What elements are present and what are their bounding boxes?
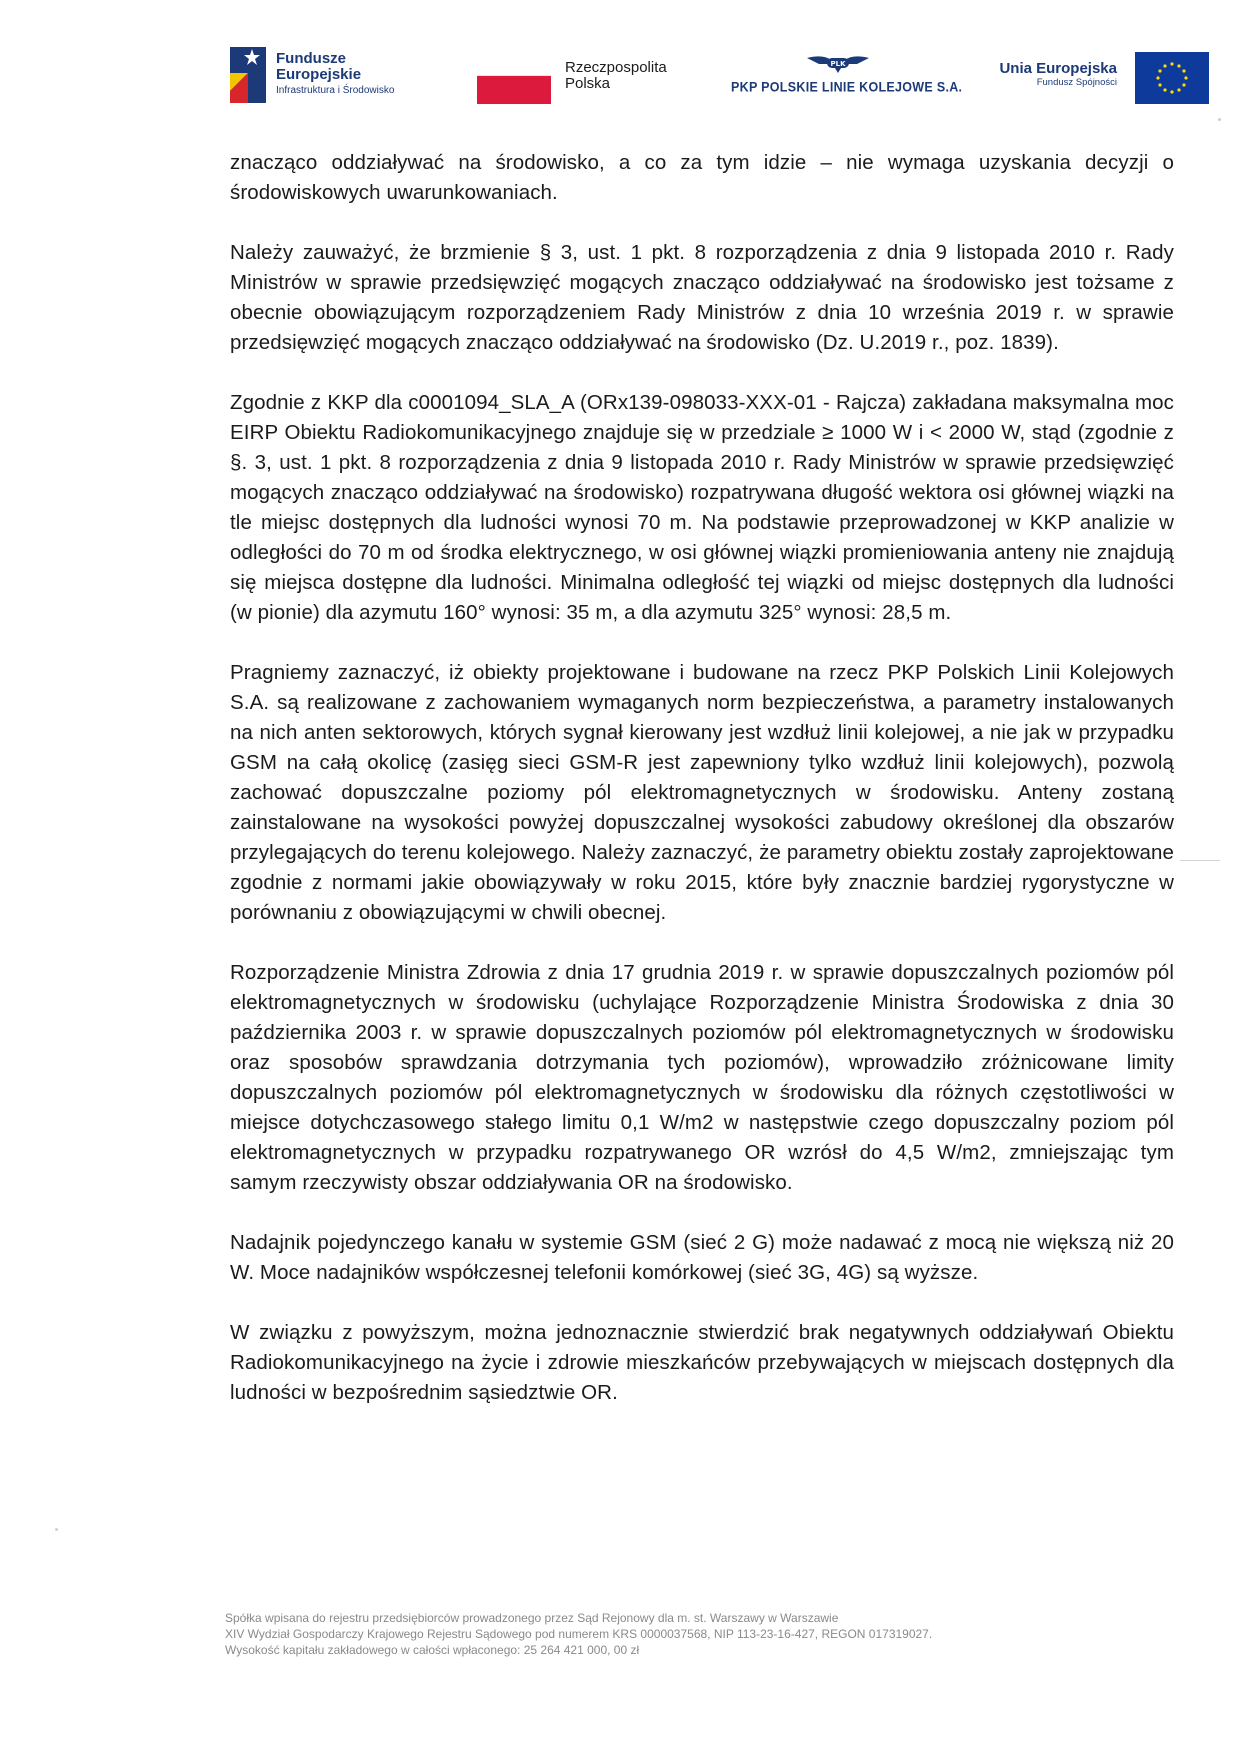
scan-margin-mark (1180, 860, 1220, 861)
footer-line1: Spółka wpisana do rejestru przedsiębiorców prowadzonego przez Sąd Rejonowy dla m. st. Warszawy w Warszawie (225, 1611, 839, 1625)
paragraph-kkp-analysis: Zgodnie z KKP dla c0001094_SLA_A (ORx139-098033-XXX-01 - Rajcza) zakładana maksymalna moc EIRP Obiektu Radiokomunikacyjnego znajduje się w przedziale ≥ 1000 W i < 2000 W, stąd (zgodnie z §. 3, ust. 1 pkt. 8 rozporządzenia z dnia 9 listopada 2010 r. Rady Ministrów w sprawie przedsięwzięć mogących znacząco oddziaływać na środowisko) rozpatrywana długość wektora osi głównej wiązki na tle miejsc dostępnych dla ludności wynosi 70 m. Na podstawie przeprowadzonej w KKP analizie w odległości do 70 m od środka elektrycznego, w osi głównej wiązki promieniowania anteny nie znajdują się miejsca dostępne dla ludności. Minimalna odległość tej wiązki od miejsc dostępnych dla ludności (w pionie) dla azymutu 160° wynosi: 35 m, a dla azymutu 325° wynosi: 28,5 m. (230, 391, 1174, 624)
ue-logo-line2: Fundusz Spójności (1036, 76, 1117, 88)
pkp-logo-text: PKP POLSKIE LINIE KOLEJOWE S.A. (731, 79, 963, 95)
fe-logo-line2: Europejskie (276, 65, 362, 83)
scan-speck (55, 1528, 58, 1531)
ue-logo-line1: Unia Europejska (999, 60, 1117, 77)
footer-line2: XIV Wydział Gospodarczy Krajowego Rejestru Sądowego pod numerem KRS 0000037568, NIP 113-23-16-427, REGON 017319027. (225, 1627, 933, 1641)
unia-europejska-logo (985, 52, 1210, 108)
footer-line3: Wysokość kapitału zakładowego w całości wpłaconego: 25 264 421 000, 00 zł (225, 1643, 640, 1657)
fundusze-europejskie-icon (226, 43, 270, 105)
rp-logo-line1: Rzeczpospolita (565, 59, 667, 76)
letterhead (0, 0, 1240, 130)
paragraph-conclusion: W związku z powyższym, można jednoznacznie stwierdzić brak negatywnych oddziaływań Obiektu Radiokomunikacyjnego na życie i zdrowie mieszkańców przebywających w miejscach dostępnych dla ludności w bezpośrednim sąsiedztwie OR. (230, 1321, 1174, 1404)
paragraph-environmental-decision: znacząco oddziaływać na środowisko, a co za tym idzie – nie wymaga uzyskania decyzji o środowiskowych uwarunkowaniach. (230, 151, 1174, 204)
rzeczpospolita-logo (477, 60, 697, 104)
fe-logo-line3: Infrastruktura i Środowisko (276, 84, 395, 96)
company-registration-footer (225, 1610, 1125, 1658)
polish-flag-icon (477, 75, 551, 104)
pkp-plk-logo (727, 52, 963, 102)
letter-body (230, 148, 1174, 1438)
eu-flag-icon (1135, 52, 1209, 104)
scan-speck (1218, 118, 1221, 121)
fundusze-europejskie-logo (226, 43, 426, 105)
fe-logo-line1: Fundusze (276, 50, 346, 67)
pkp-winged-wheel-icon (805, 52, 871, 74)
rp-logo-line2: Polska (565, 74, 611, 92)
paragraph-regulation-reference: Należy zauważyć, że brzmienie § 3, ust. 1 pkt. 8 rozporządzenia z dnia 9 listopada 2010 r. Rady Ministrów w sprawie przedsięwzięć mogących znacząco oddziaływać na środowisko jest tożsame z obecnie obowiązującym rozporządzeniem Rady Ministrów z dnia 10 września 2019 r. w sprawie przedsięwzięć mogących znacząco oddziaływać na środowisko (Dz. U.2019 r., poz. 1839). (230, 241, 1174, 354)
pkp-badge-text: PLK (830, 60, 846, 68)
paragraph-safety-standards: Pragniemy zaznaczyć, iż obiekty projektowane i budowane na rzecz PKP Polskich Linii Kolejowych S.A. są realizowane z zachowaniem wymaganych norm bezpieczeństwa, a parametry instalowanych na nich anten sektorowych, których sygnał kierowany jest wzdłuż linii kolejowej, a nie jak w przypadku GSM na całą okolicę (zasięg sieci GSM-R jest zapewniony tylko wzdłuż linii kolejowych), pozwolą zachować dopuszczalne poziomy pól elektromagnetycznych w środowisku. Anteny zostaną zainstalowane na wysokości powyżej dopuszczalnej wysokości zabudowy określonej dla obszarów przylegających do terenu kolejowego. Należy zaznaczyć, że parametry obiektu zostały zaprojektowane zgodnie z normami jakie obowiązywały w roku 2015, które były znacznie bardziej rygorystyczne w porównaniu z obowiązującymi w chwili obecnej. (230, 661, 1174, 924)
paragraph-health-ministry-regulation: Rozporządzenie Ministra Zdrowia z dnia 17 grudnia 2019 r. w sprawie dopuszczalnych poziomów pól elektromagnetycznych w środowisku (uchylające Rozporządzenie Ministra Środowiska z dnia 30 października 2003 r. w sprawie dopuszczalnych poziomów pól elektromagnetycznych w środowisku oraz sposobów sprawdzania dotrzymania tych poziomów), wprowadziło zróżnicowane limity dopuszczalnych poziomów pól elektromagnetycznych w środowisku dla różnych częstotliwości w miejsce dotychczasowego stałego limitu 0,1 W/m2 w następstwie czego dopuszczalny poziom pól elektromagnetycznych w przypadku rozpatrywanego OR wzrósł do 4,5 W/m2, zmniejszając tym samym rzeczywisty obszar oddziaływania OR na środowisko. (230, 961, 1174, 1194)
paragraph-gsm-transmitter: Nadajnik pojedynczego kanału w systemie GSM (sieć 2 G) może nadawać z mocą nie większą niż 20 W. Moce nadajników współczesnej telefonii komórkowej (sieć 3G, 4G) są wyższe. (230, 1231, 1174, 1284)
